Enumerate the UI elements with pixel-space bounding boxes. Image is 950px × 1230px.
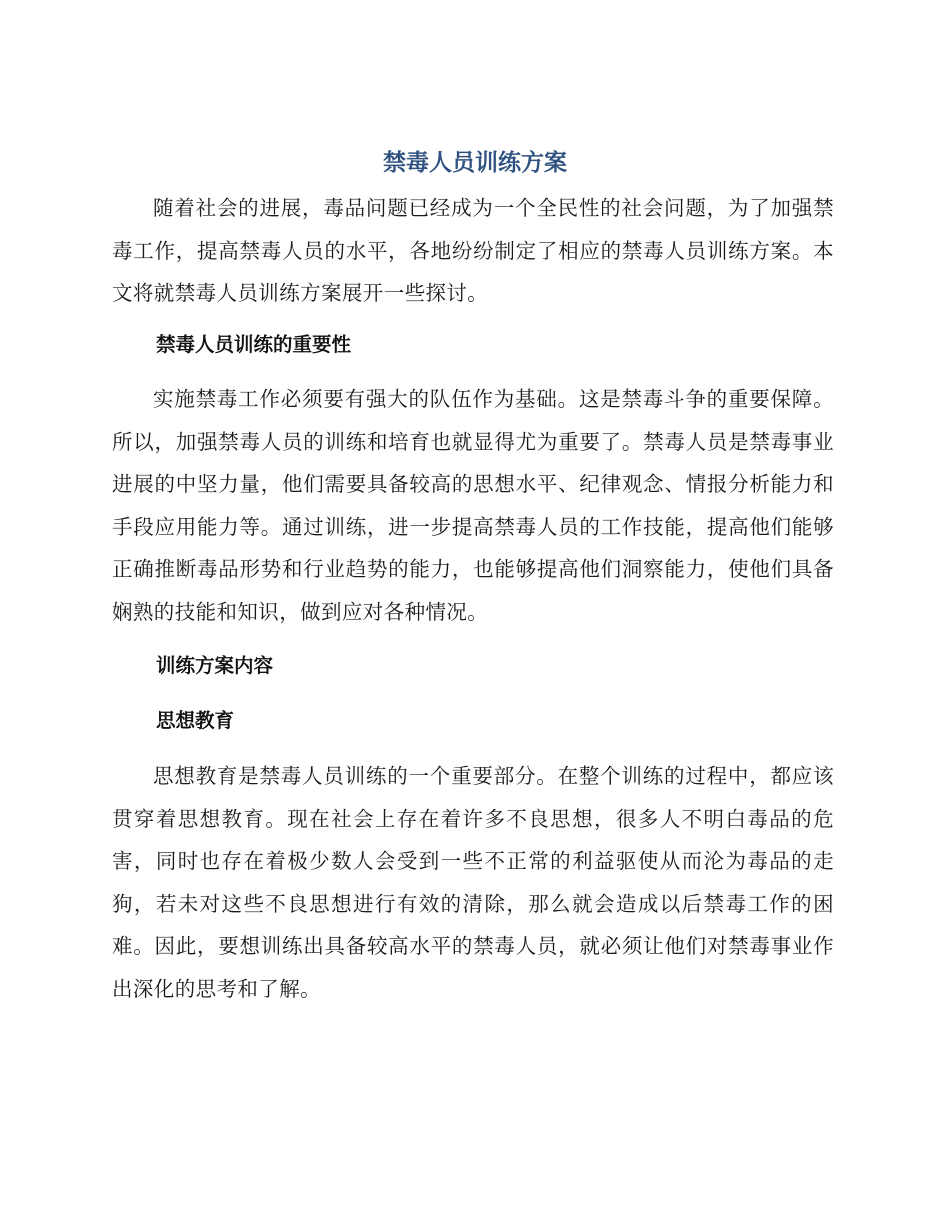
ideology-paragraph: 思想教育是禁毒人员训练的一个重要部分。在整个训练的过程中，都应该贯穿着思想教育。现在社会上存在着许多不良思想，很多人不明白毒品的危害，同时也存在着极少数人会受到一些不正常的利益驱使从而沦为毒品的走狗，若未对这些不良思想进行有效的清除，那么就会造成以后禁毒工作的困难。因此，要想训练出具备较高水平的禁毒人员，就必须让他们对禁毒事业作出深化的思考和了解。 (112, 764, 834, 1001)
section-heading-content: 训练方案内容 (156, 654, 274, 677)
importance-paragraph: 实施禁毒工作必须要有强大的队伍作为基础。这是禁毒斗争的重要保障。所以，加强禁毒人员的训练和培育也就显得尤为重要了。禁毒人员是禁毒事业进展的中坚力量，他们需要具备较高的思想水平、纪律观念、情报分析能力和手段应用能力等。通过训练，进一步提高禁毒人员的工作技能，提高他们能够正确推断毒品形势和行业趋势的能力，也能够提高他们洞察能力，使他们具备娴熟的技能和知识，做到应对各种情况。 (112, 387, 834, 624)
document-title: 禁毒人员训练方案 (383, 150, 567, 176)
section-heading-importance: 禁毒人员训练的重要性 (156, 333, 352, 356)
subsection-heading-ideology: 思想教育 (156, 709, 235, 732)
intro-paragraph: 随着社会的进展，毒品问题已经成为一个全民性的社会问题，为了加强禁毒工作，提高禁毒人员的水平，各地纷纷制定了相应的禁毒人员训练方案。本文将就禁毒人员训练方案展开一些探讨。 (112, 196, 834, 305)
